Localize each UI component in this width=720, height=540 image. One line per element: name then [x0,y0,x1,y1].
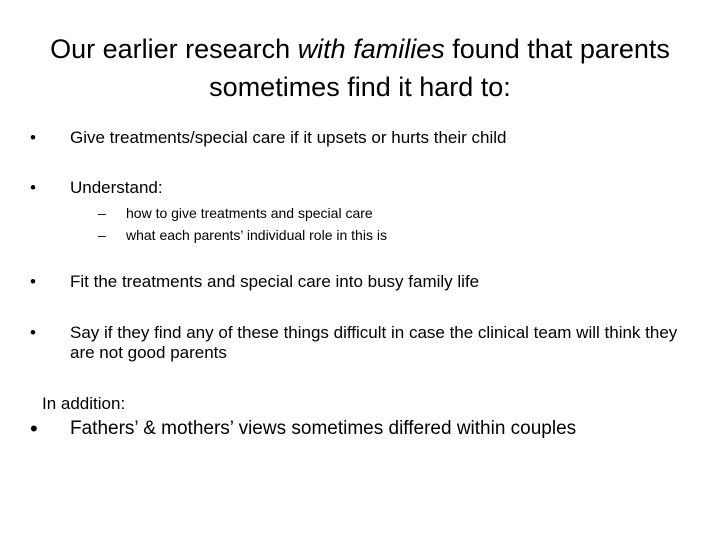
title-part-1: Our earlier research [50,34,298,64]
addition-heading: In addition: [42,394,126,413]
title-emphasis: with families [297,34,445,64]
bullet-text: Say if they find any of these things difficult in case the clinical team will think they are not good parents [70,323,678,362]
bullet-marker: • [30,272,36,291]
sub-bullet-text: what each parents’ individual role in this is [126,227,387,243]
bullet-item-treatments [30,128,690,148]
bullet-marker: • [30,416,38,441]
bullet-text: Fathers’ & mothers’ views sometimes differed within couples [70,418,577,439]
bullet-marker: • [30,323,36,342]
bullet-text: Fit the treatments and special care into busy family life [70,272,480,291]
bullet-item-fathers-mothers [30,418,690,440]
slide-title [40,30,680,106]
sub-bullet-marker: – [98,205,106,221]
sub-bullet-marker: – [98,227,106,243]
sub-bullet-item-how [98,203,373,223]
bullet-item-say-difficult [30,323,690,363]
bullet-item-family-life [30,272,690,292]
sub-bullet-text: how to give treatments and special care [126,205,373,221]
bullet-marker: • [30,128,36,147]
bullet-text: Give treatments/special care if it upsets or hurts their child [70,128,507,147]
bullet-text: Understand: [70,178,163,197]
title-part-2: found that parents sometimes find it hard to: [209,34,670,102]
bullet-marker: • [30,178,36,197]
bullet-item-understand [30,178,690,198]
sub-bullet-item-role [98,225,387,245]
